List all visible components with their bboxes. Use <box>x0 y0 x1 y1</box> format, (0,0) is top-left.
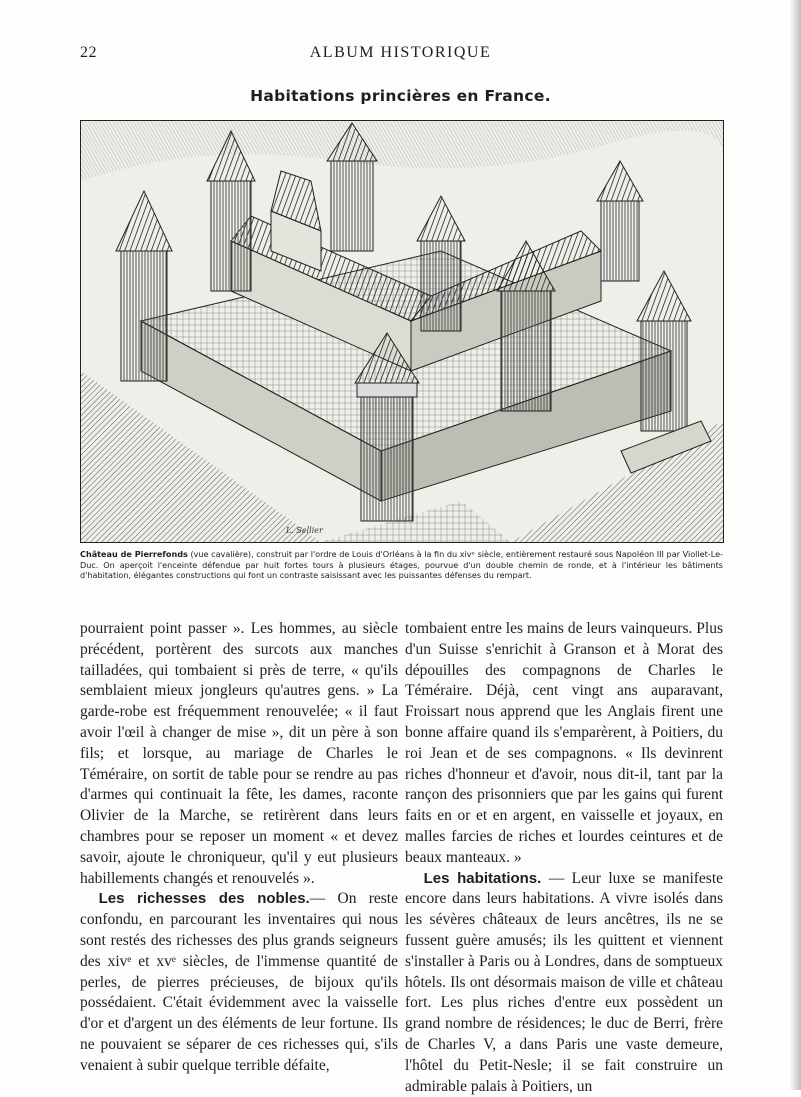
page-number: 22 <box>80 44 97 61</box>
page-header <box>0 44 801 66</box>
paragraph: pourraient point passer ». Les hommes, au siècle précédent, portèrent des surcots aux manches tailladées, qui tombaient si près de terre, « qu'ils semblaient mieux jongleurs qu'autres gens. » La garde-robe est fréquemment renouvelée; « il faut avoir l'œil à changer de mise », dit un père à son fils; et lorsque, au mariage de Charles le Téméraire, on sortit de table pour se rendre au pas d'armes qui continuait la fête, les dames, raconte Olivier de la Marche, se retirèrent dans leurs chambres pour se reposer un moment « et devez savoir, ajoute le chroniqueur, qu'il y eut plusieurs habillements changés et renouvelés ». <box>80 620 398 887</box>
text-column-left <box>80 619 398 1077</box>
chateau-engraving-drawing <box>81 121 723 542</box>
running-head: ALBUM HISTORIQUE <box>309 44 492 61</box>
subheading-habitations: Les habitations. <box>423 869 542 887</box>
section-title: Habitations princières en France. <box>250 87 551 105</box>
caption-title: Château de Pierrefonds <box>80 549 188 559</box>
engraver-signature: L. Sellier <box>286 526 323 535</box>
paragraph-text: — On reste confondu, en parcourant les inventaires qui nous sont restés des richesses des plus grands seigneurs des xivᵉ et xvᵉ siècles, de l'immense quantité de perles, de pierres précieuses, de bijoux qu'ils possédaient. C'était évidemment avec la vaisselle d'or et d'argent un des éléments de leur fortune. Ils ne pouvaient se séparer de ces richesses qui, s'ils venaient à subir quelque terrible défaite, <box>80 890 398 1074</box>
figure-caption <box>80 549 723 581</box>
page-edge-shadow <box>789 0 801 1090</box>
paragraph: tombaient entre les mains de leurs vainqueurs. Plus d'un Suisse s'enrichit à Granson et à Morat des dépouilles des compagnons de Charles le Téméraire. Déjà, cent vingt ans auparavant, Froissart nous apprend que les Anglais firent une bonne affaire quand ils s'emparèrent, à Poitiers, du roi Jean et de ses compagnons. « Ils devinrent riches d'honneur et d'avoir, nous dit-il, tant par la rançon des prisonniers que par les gains qui furent faits en or et en argent, en vaisselle et joyaux, en malles farcies de riches et lourdes ceintures et de beaux manteaux. » <box>405 620 723 866</box>
chateau-engraving <box>80 120 724 543</box>
caption-text: (vue cavalière), construit par l'ordre de Louis d'Orléans à la fin du xivᵉ siècle, entièrement restauré sous Napoléon III par Viollet-Le-Duc. On aperçoit l'enceinte défendue par huit fortes tours à plusieurs étages, pourvue d'un double chemin de ronde, et à l'intérieur les bâtiments d'habitation, élégantes constructions qui font un contraste saisissant avec les puissantes défenses du rempart. <box>80 549 723 580</box>
paragraph <box>405 869 723 1097</box>
paragraph-text: — Leur luxe se manifeste encore dans leurs habitations. A vivre isolés dans les sévères châteaux de leurs ancêtres, ils ne se fussent guère amusés; ils les quittent et viennent s'installer à Paris ou à Londres, dans de somptueux hôtels. Ils ont désormais maison de ville et château fort. Les plus riches d'entre eux possèdent un grand nombre de résidences; le duc de Berri, frère de Charles V, a dans Paris une vaste demeure, l'hôtel du Petit-Nesle; il se fait construire un admirable palais à Poitiers, un <box>405 869 724 1095</box>
subheading-richesses: Les richesses des nobles. <box>98 890 310 908</box>
text-column-right <box>405 619 723 1097</box>
paragraph <box>80 889 398 1076</box>
